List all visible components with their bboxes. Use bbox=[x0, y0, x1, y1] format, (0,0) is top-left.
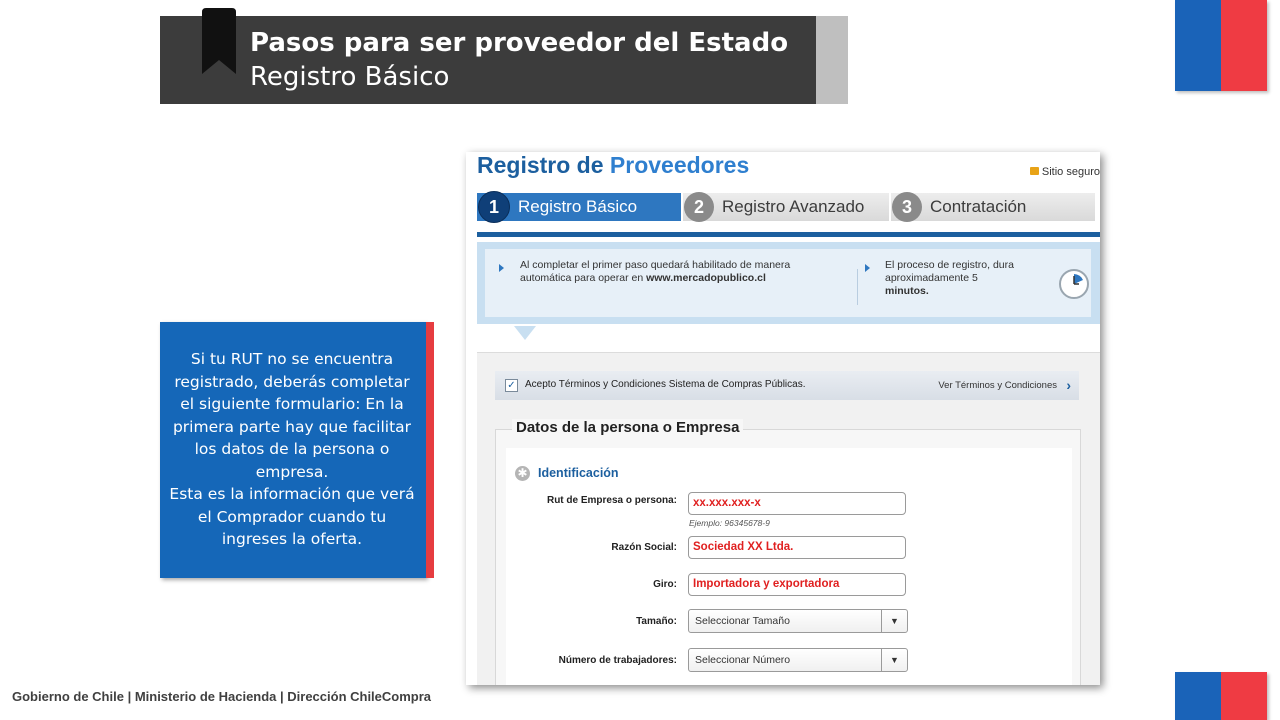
secure-site-label: Sitio seguro bbox=[1041, 166, 1100, 178]
chile-flag-bottom bbox=[1175, 672, 1267, 720]
steps-underline bbox=[477, 232, 1100, 237]
note-divider bbox=[857, 269, 858, 305]
footer-text: Gobierno de Chile | Ministerio de Hacienda | Dirección ChileCompra bbox=[12, 689, 432, 704]
registration-title-part2: Proveedores bbox=[609, 152, 750, 178]
giro-input[interactable]: Importadora y exportadora bbox=[688, 573, 906, 596]
secure-site-indicator bbox=[1030, 166, 1100, 178]
razon-social-input[interactable]: Sociedad XX Ltda. bbox=[688, 536, 906, 559]
step-label-3: Contratación bbox=[930, 197, 1027, 216]
chevron-down-icon[interactable]: ▼ bbox=[881, 649, 907, 671]
subsection-title: Identificación bbox=[538, 466, 619, 480]
registration-screenshot bbox=[466, 152, 1100, 685]
info-text-paragraph-2: Esta es la información que verá el Comprador cuando tu ingreses la oferta. bbox=[169, 485, 415, 548]
rut-label: Rut de Empresa o persona: bbox=[546, 495, 677, 506]
lock-icon bbox=[1030, 167, 1039, 175]
chevron-right-icon[interactable]: › bbox=[1066, 377, 1071, 393]
tamano-label: Tamaño: bbox=[636, 616, 677, 627]
page-title: Pasos para ser proveedor del Estado bbox=[250, 28, 789, 58]
giro-label: Giro: bbox=[653, 579, 677, 590]
terms-label: Acepto Términos y Condiciones Sistema de Compras Públicas. bbox=[525, 379, 806, 390]
info-notes-panel bbox=[477, 242, 1100, 324]
view-terms-link[interactable]: Ver Términos y Condiciones bbox=[938, 380, 1057, 391]
step-number-3: 3 bbox=[892, 192, 922, 222]
step-number-1: 1 bbox=[478, 191, 510, 223]
bullet-arrow-icon bbox=[865, 264, 870, 272]
terms-checkbox[interactable]: ✓ bbox=[505, 379, 518, 392]
note-right-line2: aproximadamente 5 bbox=[885, 272, 978, 284]
registration-title bbox=[477, 152, 749, 179]
header-accent-block bbox=[816, 16, 848, 104]
callout-pointer-icon bbox=[514, 326, 536, 340]
tab-contratacion[interactable] bbox=[891, 193, 1095, 221]
clock-icon bbox=[1059, 269, 1089, 299]
note-left bbox=[520, 259, 790, 285]
razon-social-label: Razón Social: bbox=[611, 542, 677, 553]
page-subtitle: Registro Básico bbox=[250, 62, 450, 92]
note-left-line2: automática para operar en bbox=[520, 272, 644, 284]
info-text-paragraph-1: Si tu RUT no se encuentra registrado, deberás completar el siguiente formulario: En la primera parte hay que facilitar los datos de la persona o empresa. bbox=[172, 350, 412, 481]
asterisk-icon: ✱ bbox=[515, 466, 530, 481]
tab-registro-basico[interactable] bbox=[477, 193, 681, 221]
trabajadores-label: Número de trabajadores: bbox=[558, 655, 677, 666]
note-left-line1: Al completar el primer paso quedará habilitado de manera bbox=[520, 259, 791, 271]
mercadopublico-link[interactable]: www.mercadopublico.cl bbox=[646, 272, 766, 284]
bookmark-icon bbox=[202, 8, 236, 74]
bullet-arrow-icon bbox=[499, 264, 504, 272]
tamano-select-value: Seleccionar Tamaño bbox=[695, 615, 790, 627]
step-number-2: 2 bbox=[684, 192, 714, 222]
terms-bar bbox=[495, 371, 1079, 400]
trabajadores-select[interactable] bbox=[688, 648, 908, 672]
rut-input[interactable]: xx.xxx.xxx-x bbox=[688, 492, 906, 515]
note-right-line3: minutos. bbox=[885, 285, 929, 297]
note-right bbox=[885, 259, 1014, 298]
tamano-select[interactable] bbox=[688, 609, 908, 633]
steps-nav bbox=[477, 193, 1095, 223]
tab-registro-avanzado[interactable] bbox=[683, 193, 889, 221]
rut-hint: Ejemplo: 96345678-9 bbox=[689, 518, 770, 528]
trabajadores-select-value: Seleccionar Número bbox=[695, 654, 791, 666]
section-title: Datos de la persona o Empresa bbox=[512, 419, 743, 436]
note-right-line1: El proceso de registro, dura bbox=[885, 259, 1014, 271]
step-label-1: Registro Básico bbox=[518, 197, 638, 216]
step-label-2: Registro Avanzado bbox=[722, 197, 865, 216]
info-box-stripe bbox=[426, 322, 434, 578]
registration-title-part1: Registro de bbox=[477, 152, 604, 178]
info-text bbox=[166, 348, 418, 551]
chevron-down-icon[interactable]: ▼ bbox=[881, 610, 907, 632]
chile-flag-top bbox=[1175, 0, 1267, 91]
